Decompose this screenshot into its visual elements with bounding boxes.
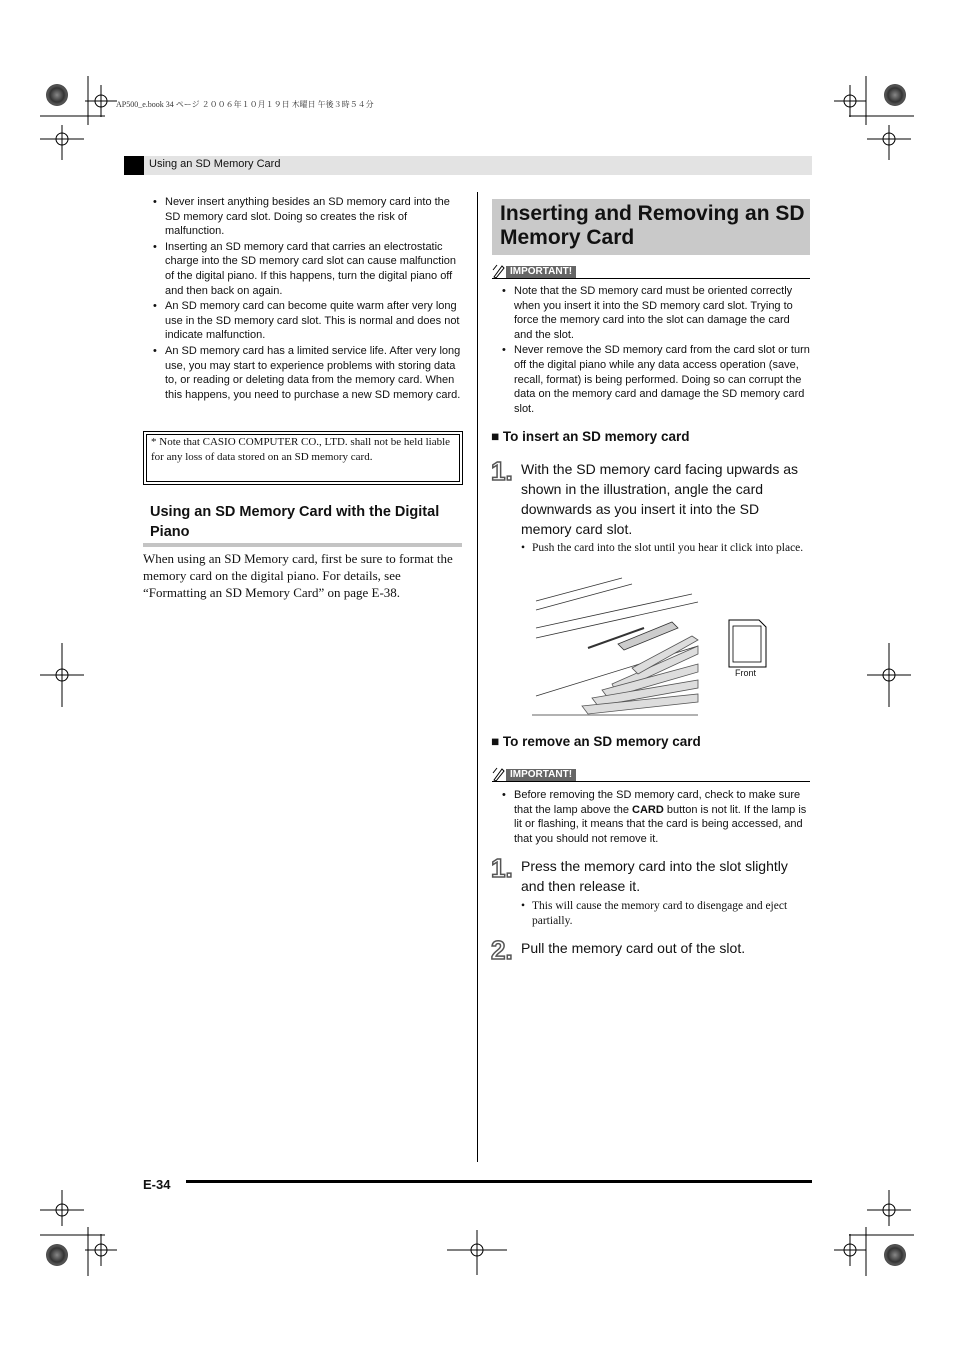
chapter-title: Inserting and Removing an SD Memory Card: [500, 202, 805, 249]
step-number: 1.: [491, 456, 513, 486]
section-title: Using an SD Memory Card with the Digital Piano: [150, 504, 440, 540]
list-item: • Never remove the SD memory card from the card slot or turn off the digital piano while any data access operation (save, recall, format) is being performed. Doing so can corrupt the data on the memory card and damage the SD memory card slot.: [500, 343, 810, 416]
pencil-icon: [492, 264, 506, 279]
card-caption: Front: [735, 668, 757, 678]
note-box: [143, 431, 463, 485]
print-header: AP500_e.book 34 ページ ２００６年１０月１９日 木曜日 午後３時５４分: [116, 100, 374, 109]
step-sub-text: Push the card into the slot until you hear it click into place.: [532, 542, 804, 554]
section-rule: [143, 543, 462, 547]
list-item: • Never insert anything besides an SD memory card into the SD memory card slot. Doing so creates the risk of malfunction.: [151, 195, 463, 239]
step-text: With the SD memory card facing upwards as shown in the illustration, angle the card downwards as you insert it into the SD memory card slot.: [521, 461, 798, 537]
column-divider: [477, 192, 478, 1162]
page-number: E-34: [143, 1177, 171, 1192]
important-label: IMPORTANT!: [506, 769, 576, 781]
sd-card-icon: [728, 619, 768, 669]
step-number: 2.: [491, 935, 513, 965]
list-item: • Note that the SD memory card must be oriented correctly when you insert it into the SD memory card slot. Trying to force the memory card into the slot can damage the card and the slot.: [500, 284, 810, 342]
pencil-icon: [492, 767, 506, 782]
step-text: Press the memory card into the slot slightly and then release it.: [521, 858, 788, 894]
note-text: * Note that CASIO COMPUTER CO., LTD. shall not be held liable for any loss of data stored on an SD memory card.: [151, 436, 451, 463]
step-sub-bullet: • This will cause the memory card to disengage and eject partially.: [521, 899, 811, 928]
important-header: [492, 767, 810, 783]
important-list: [500, 788, 812, 847]
important-label: IMPORTANT!: [506, 266, 576, 278]
step-sub-text: This will cause the memory card to disengage and eject partially.: [532, 900, 788, 927]
piano-slot-illustration: [532, 576, 700, 716]
important-header: [492, 264, 810, 280]
list-item: • Inserting an SD memory card that carries an electrostatic charge into the SD memory card slot can cause malfunction of the digital piano. If this happens, turn the digital piano off and then back on again.: [151, 240, 463, 298]
running-header-marker: [124, 156, 144, 175]
chapter-title-box: [492, 199, 810, 255]
section-body: When using an SD Memory card, first be sure to format the memory card on the digital piano. For details, see “Formatting an SD Memory Card” on page E-38.: [143, 551, 453, 600]
step-sub-bullet: • Push the card into the slot until you hear it click into place.: [521, 541, 811, 556]
card-button-label: CARD: [632, 803, 664, 816]
step-number: 1.: [491, 853, 513, 883]
list-item: • An SD memory card can become quite warm after very long use in the SD memory card slot. This is normal and does not indicate malfunction.: [151, 299, 463, 343]
insert-heading: ■ To insert an SD memory card: [491, 429, 690, 444]
step-text: Pull the memory card out of the slot.: [521, 940, 746, 956]
running-header: Using an SD Memory Card: [149, 158, 281, 170]
footer-rule: [186, 1180, 812, 1183]
remove-heading: ■ To remove an SD memory card: [491, 734, 701, 749]
list-item: • Before removing the SD memory card, check to make sure that the lamp above the CARD button is not lit. If the lamp is lit or flashing, it means that the card is being accessed, and that you should not remove it.: [500, 788, 812, 846]
warning-list: [151, 195, 463, 403]
list-item: • An SD memory card has a limited service life. After very long use, you may start to experience problems with storing data to, or reading or deleting data from the memory card. When this happens, you need to purchase a new SD memory card.: [151, 344, 463, 402]
important-list: [500, 284, 810, 417]
